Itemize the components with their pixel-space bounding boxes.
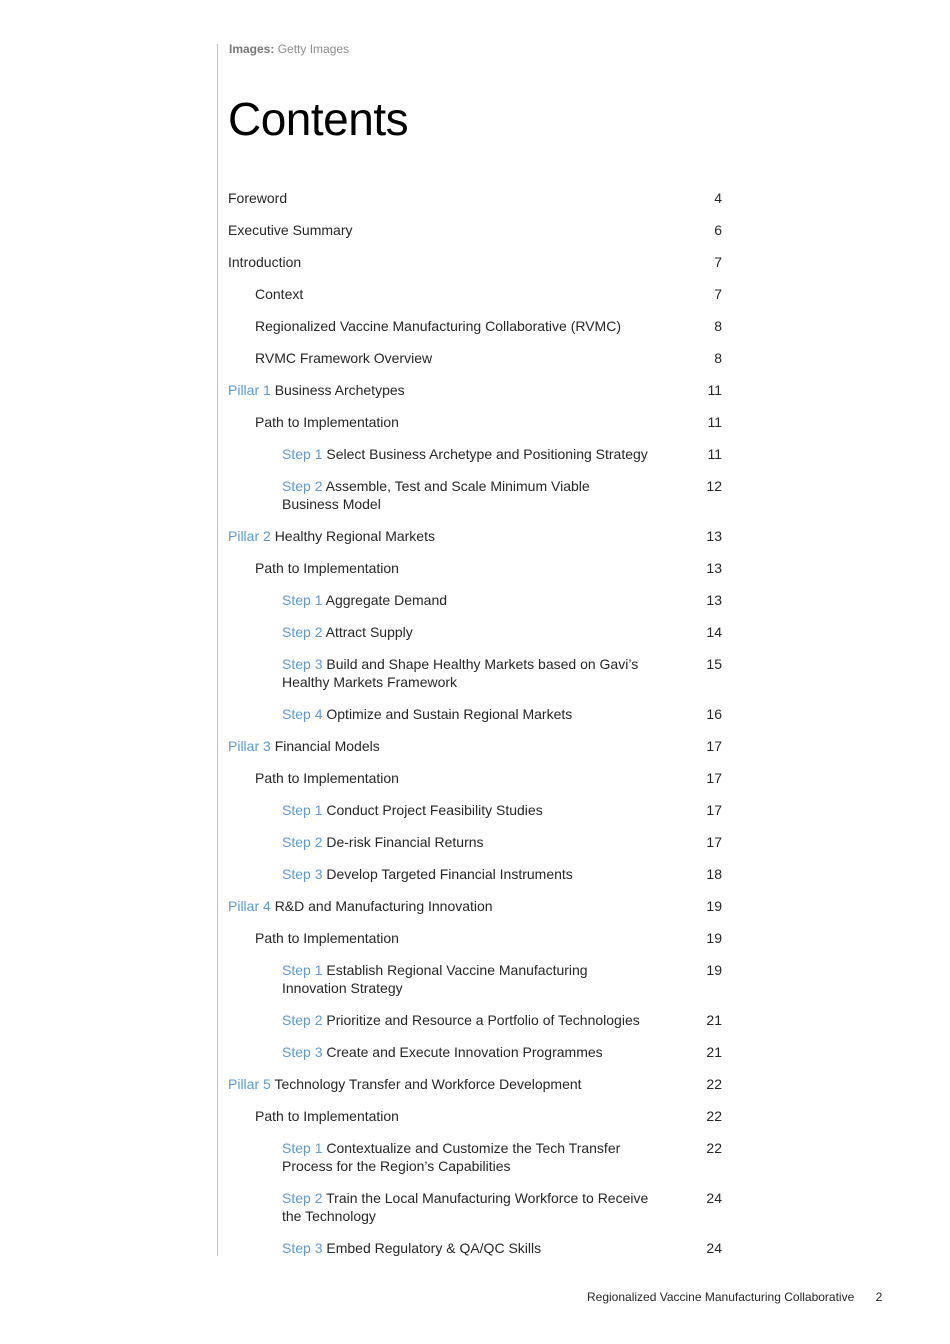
toc-entry-text: Context — [255, 286, 304, 302]
toc-entry-page-number: 19 — [706, 898, 722, 914]
toc-entry-prefix: Step 2 — [282, 834, 323, 850]
toc-entry-page-number: 16 — [706, 706, 722, 722]
toc-entry-page-number: 13 — [706, 592, 722, 608]
toc-entry-text-continued: Healthy Markets Framework — [282, 674, 458, 690]
toc-entry-page-number: 4 — [714, 190, 722, 206]
toc-entry-page-number: 14 — [706, 624, 722, 640]
toc-entry-text: Healthy Regional Markets — [274, 528, 435, 544]
image-credit-label: Images: — [229, 42, 275, 56]
toc-entry-text: Establish Regional Vaccine Manufacturing — [326, 962, 588, 978]
toc-entry-label — [282, 445, 648, 463]
toc-entry-page-number: 7 — [714, 254, 722, 270]
toc-entry-text: Aggregate Demand — [325, 592, 448, 608]
toc-entry-label — [228, 737, 380, 755]
toc-entry-label — [228, 897, 493, 915]
toc-entry-text: Business Archetypes — [274, 382, 405, 398]
toc-entry-text: Attract Supply — [325, 624, 413, 640]
toc-entry-text: Create and Execute Innovation Programmes — [326, 1044, 603, 1060]
toc-entry-prefix: Step 2 — [282, 1012, 323, 1028]
toc-entry-text: Select Business Archetype and Positioning Strategy — [326, 446, 648, 462]
toc-entry-prefix: Step 2 — [282, 624, 323, 640]
toc-entry-prefix: Pillar 4 — [228, 898, 271, 914]
toc-entry-label — [282, 477, 590, 513]
toc-entry-prefix: Step 1 — [282, 446, 323, 462]
toc-entry-label — [282, 1189, 648, 1225]
toc-entry-prefix: Step 3 — [282, 1044, 323, 1060]
toc-entry-prefix: Step 3 — [282, 1240, 323, 1256]
toc-entry-label — [228, 527, 435, 545]
toc-entry-label — [282, 1139, 620, 1175]
toc-entry-prefix: Pillar 3 — [228, 738, 271, 754]
toc-entry-page-number: 22 — [706, 1108, 722, 1124]
toc-entry-text: Contextualize and Customize the Tech Transfer — [326, 1140, 621, 1156]
toc-entry-label — [228, 1075, 582, 1093]
toc-entry-page-number: 21 — [706, 1044, 722, 1060]
toc-entry-text-continued: Innovation Strategy — [282, 980, 403, 996]
toc-entry-page-number: 17 — [706, 802, 722, 818]
toc-entry-page-number: 17 — [706, 738, 722, 754]
toc-entry-label — [255, 769, 399, 787]
toc-entry-text-continued: Business Model — [282, 496, 381, 512]
toc-entry-label — [228, 253, 301, 271]
toc-entry-page-number: 11 — [707, 382, 722, 398]
toc-entry-page-number: 22 — [706, 1076, 722, 1092]
toc-entry-prefix: Step 1 — [282, 802, 323, 818]
toc-entry-label — [255, 413, 399, 431]
toc-entry-page-number: 7 — [714, 286, 722, 302]
toc-entry-page-number: 8 — [714, 318, 722, 334]
toc-entry-page-number: 13 — [706, 560, 722, 576]
toc-entry-label — [282, 623, 413, 641]
toc-entry-text: Build and Shape Healthy Markets based on Gavi’s — [326, 656, 639, 672]
footer-page-number: 2 — [875, 1290, 883, 1304]
toc-entry-label — [282, 865, 573, 883]
toc-entry-prefix: Pillar 1 — [228, 382, 271, 398]
toc-entry-label — [228, 381, 405, 399]
toc-entry-prefix: Step 1 — [282, 1140, 323, 1156]
toc-entry-label — [255, 349, 432, 367]
toc-entry-text-continued: the Technology — [282, 1208, 376, 1224]
toc-entry-prefix: Step 1 — [282, 962, 323, 978]
toc-entry-label — [255, 559, 399, 577]
toc-entry-text: Path to Implementation — [255, 930, 399, 946]
toc-entry-prefix: Step 1 — [282, 592, 323, 608]
toc-entry-label — [282, 833, 484, 851]
toc-entry-text: Assemble, Test and Scale Minimum Viable — [325, 478, 590, 494]
toc-entry-prefix: Pillar 2 — [228, 528, 271, 544]
toc-entry-label — [255, 285, 303, 303]
toc-entry-page-number: 18 — [706, 866, 722, 882]
toc-entry-page-number: 13 — [706, 528, 722, 544]
page-footer — [587, 1290, 882, 1304]
toc-entry-page-number: 17 — [706, 770, 722, 786]
toc-entry-page-number: 12 — [706, 478, 722, 494]
toc-entry-label — [255, 317, 621, 335]
toc-entry-label — [228, 221, 352, 239]
toc-entry-text: Regionalized Vaccine Manufacturing Collaborative (RVMC) — [255, 318, 621, 334]
toc-entry-text: Path to Implementation — [255, 560, 399, 576]
toc-entry-label — [282, 705, 572, 723]
toc-entry-prefix: Step 3 — [282, 656, 323, 672]
toc-entry-text: Technology Transfer and Workforce Development — [274, 1076, 582, 1092]
footer-publication-title: Regionalized Vaccine Manufacturing Collaborative — [587, 1290, 855, 1304]
image-credit-value: Getty Images — [277, 42, 350, 56]
toc-entry-prefix: Step 4 — [282, 706, 323, 722]
toc-entry-text: Train the Local Manufacturing Workforce to Receive — [326, 1190, 649, 1206]
page-title: Contents — [228, 93, 409, 145]
toc-entry-page-number: 17 — [706, 834, 722, 850]
toc-entry-prefix: Step 2 — [282, 1190, 323, 1206]
toc-entry-prefix: Pillar 5 — [228, 1076, 271, 1092]
toc-entry-text: Prioritize and Resource a Portfolio of Technologies — [326, 1012, 640, 1028]
toc-entry-text: Path to Implementation — [255, 414, 399, 430]
toc-entry-label — [282, 1239, 541, 1257]
toc-entry-text: R&D and Manufacturing Innovation — [274, 898, 493, 914]
toc-entry-page-number: 6 — [714, 222, 722, 238]
toc-entry-text-continued: Process for the Region’s Capabilities — [282, 1158, 511, 1174]
toc-entry-label — [282, 591, 447, 609]
toc-entry-text: Conduct Project Feasibility Studies — [326, 802, 543, 818]
toc-entry-text: Financial Models — [274, 738, 380, 754]
toc-entry-prefix: Step 2 — [282, 478, 323, 494]
toc-entry-label — [228, 189, 287, 207]
toc-entry-text: De-risk Financial Returns — [326, 834, 484, 850]
toc-entry-text: Embed Regulatory & QA/QC Skills — [326, 1240, 542, 1256]
toc-entry-page-number: 19 — [706, 962, 722, 978]
toc-entry-text: Path to Implementation — [255, 770, 399, 786]
toc-entry-text: Optimize and Sustain Regional Markets — [326, 706, 573, 722]
toc-entry-label — [282, 1011, 640, 1029]
toc-entry-label — [282, 655, 638, 691]
toc-entry-text: Foreword — [228, 190, 288, 206]
toc-entry-page-number: 22 — [706, 1140, 722, 1156]
toc-entry-text: RVMC Framework Overview — [255, 350, 433, 366]
toc-entry-prefix: Step 3 — [282, 866, 323, 882]
toc-entry-text: Develop Targeted Financial Instruments — [326, 866, 573, 882]
toc-entry-page-number: 15 — [706, 656, 722, 672]
toc-entry-page-number: 24 — [706, 1240, 722, 1256]
toc-entry-text: Path to Implementation — [255, 1108, 399, 1124]
toc-entry-label — [282, 1043, 603, 1061]
toc-entry-page-number: 11 — [707, 414, 722, 430]
toc-entry-label — [255, 1107, 399, 1125]
toc-entry-page-number: 21 — [706, 1012, 722, 1028]
toc-entry-text: Executive Summary — [228, 222, 353, 238]
toc-entry-label — [255, 929, 399, 947]
toc-entry-label — [282, 801, 543, 819]
toc-entry-text: Introduction — [228, 254, 302, 270]
toc-entry-page-number: 11 — [707, 446, 722, 462]
toc-entry-page-number: 24 — [706, 1190, 722, 1206]
toc-entry-page-number: 19 — [706, 930, 722, 946]
toc-entry-label — [282, 961, 588, 997]
toc-entry-page-number: 8 — [714, 350, 722, 366]
